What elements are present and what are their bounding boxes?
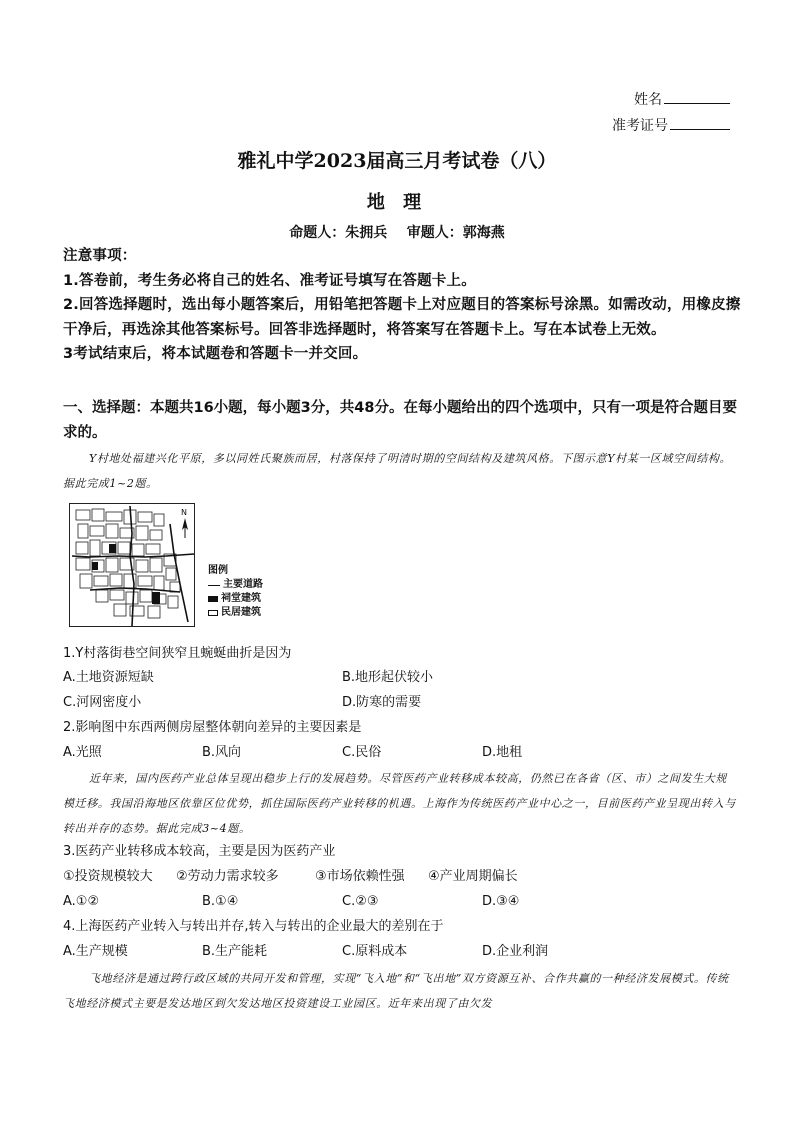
north-arrow xyxy=(181,508,188,538)
legend-row-house xyxy=(208,606,263,620)
section-heading: 一、选择题：本题共16小题，每小题3分，共48分。在每小题给出的四个选项中，只有一项是符合题目要求的。 xyxy=(63,400,737,441)
notice-heading: 注意事项： xyxy=(63,248,137,264)
question-3-stem: 3.医药产业转移成本较高，主要是因为医药产业 xyxy=(63,844,336,859)
passage-1 xyxy=(63,446,738,496)
notice-item-1: 1.答卷前，考生务必将自己的姓名、准考证号填写在答题卡上。 xyxy=(63,272,476,289)
q3-item-4: ④产业周期偏长 xyxy=(428,869,518,884)
legend-row-hall xyxy=(208,592,263,606)
q4-option-c[interactable]: C.原料成本 xyxy=(342,944,408,959)
notice-item-2: 2.回答选择题时，选出每小题答案后，用铅笔把答题卡上对应题目的答案标号涂黑。如需改动，用橡皮擦干净后，再选涂其他答案标号。回答非选择题时，将答案写在答题卡上。写在本试卷上无效。 xyxy=(63,297,741,338)
question-4-stem: 4.上海医药产业转入与转出并存,转入与转出的企业最大的差别在于 xyxy=(63,919,444,934)
subject-title: 地 理 xyxy=(366,192,428,213)
q3-item-1: ①投资规模较大 xyxy=(63,869,153,884)
notice-block xyxy=(63,244,743,367)
village-map xyxy=(69,503,195,627)
legend-hall: 祠堂建筑 xyxy=(221,593,261,604)
exam-id-field[interactable] xyxy=(612,117,730,135)
passage-3 xyxy=(63,966,738,1016)
passage-2 xyxy=(63,766,738,841)
q1-option-b[interactable]: B.地形起伏较小 xyxy=(342,670,434,685)
village-map-drawing xyxy=(70,504,195,627)
hall-swatch xyxy=(208,596,218,602)
q1-option-d[interactable]: D.防寒的需要 xyxy=(342,695,422,710)
legend-road: 主要道路 xyxy=(223,579,263,590)
notice-item-3: 3考试结束后，将本试题卷和答题卡一并交回。 xyxy=(63,346,368,362)
q4-option-d[interactable]: D.企业利润 xyxy=(482,944,549,959)
question-1-stem: 1.Y村落街巷空间狭窄且蜿蜒曲折是因为 xyxy=(63,646,292,661)
passage-2-text: 近年来，国内医药产业总体呈现出稳步上行的发展趋势。尽管医药产业转移成本较高，仍然已在各省（区、市）之间发生大规模迁移。我国沿海地区依靠区位优势，抓住国际医药产业转移的机遇。上海作为传统医药产业中心之一，目前医药产业呈现出转入与转出并存的态势。据此完成3~4题。 xyxy=(63,772,736,835)
map-legend xyxy=(208,564,263,620)
exam-title: 雅礼中学2023届高三月考试卷（八） xyxy=(237,150,557,172)
road-swatch xyxy=(208,585,220,586)
question-2-stem: 2.影响图中东西两侧房屋整体朝向差异的主要因素是 xyxy=(63,720,362,735)
house-swatch xyxy=(208,610,218,616)
q2-option-a[interactable]: A.光照 xyxy=(63,745,102,760)
q1-option-c[interactable]: C.河网密度小 xyxy=(63,695,142,710)
q1-option-a[interactable]: A.土地资源短缺 xyxy=(63,670,154,685)
north-label: N xyxy=(181,508,187,517)
q2-option-d[interactable]: D.地租 xyxy=(482,745,523,760)
q2-option-c[interactable]: C.民俗 xyxy=(342,745,382,760)
legend-row-road xyxy=(208,578,263,592)
exam-id-label: 准考证号 xyxy=(612,118,668,134)
q3-option-a[interactable]: A.①② xyxy=(63,894,100,909)
passage-3-text: 飞地经济是通过跨行政区域的共同开发和管理，实现“飞入地”和“飞出地”双方资源互补、合作共赢的一种经济发展模式。传统飞地经济模式主要是发达地区到欠发达地区投资建设工业园区。近年来出现了由欠发 xyxy=(63,972,729,1010)
legend-title: 图例 xyxy=(208,565,228,576)
q4-option-a[interactable]: A.生产规模 xyxy=(63,944,128,959)
q2-option-b[interactable]: B.风向 xyxy=(202,745,242,760)
q4-option-b[interactable]: B.生产能耗 xyxy=(202,944,268,959)
name-field[interactable] xyxy=(634,91,730,109)
q3-item-3: ③市场依赖性强 xyxy=(315,869,405,884)
name-blank[interactable] xyxy=(664,91,730,104)
authors-line: 命题人：朱拥兵 审题人：郭海燕 xyxy=(289,225,505,241)
exam-id-blank[interactable] xyxy=(670,117,730,130)
q3-option-c[interactable]: C.②③ xyxy=(342,894,379,909)
name-label: 姓名 xyxy=(634,92,662,108)
q3-option-b[interactable]: B.①④ xyxy=(202,894,239,909)
q3-item-2: ②劳动力需求较多 xyxy=(176,869,279,884)
legend-house: 民居建筑 xyxy=(221,607,261,618)
q3-option-d[interactable]: D.③④ xyxy=(482,894,520,909)
passage-1-text: Y村地处福建兴化平原，多以同姓氏聚族而居，村落保持了明清时期的空间结构及建筑风格。下图示意Y村某一区域空间结构。据此完成1~2题。 xyxy=(63,452,732,490)
